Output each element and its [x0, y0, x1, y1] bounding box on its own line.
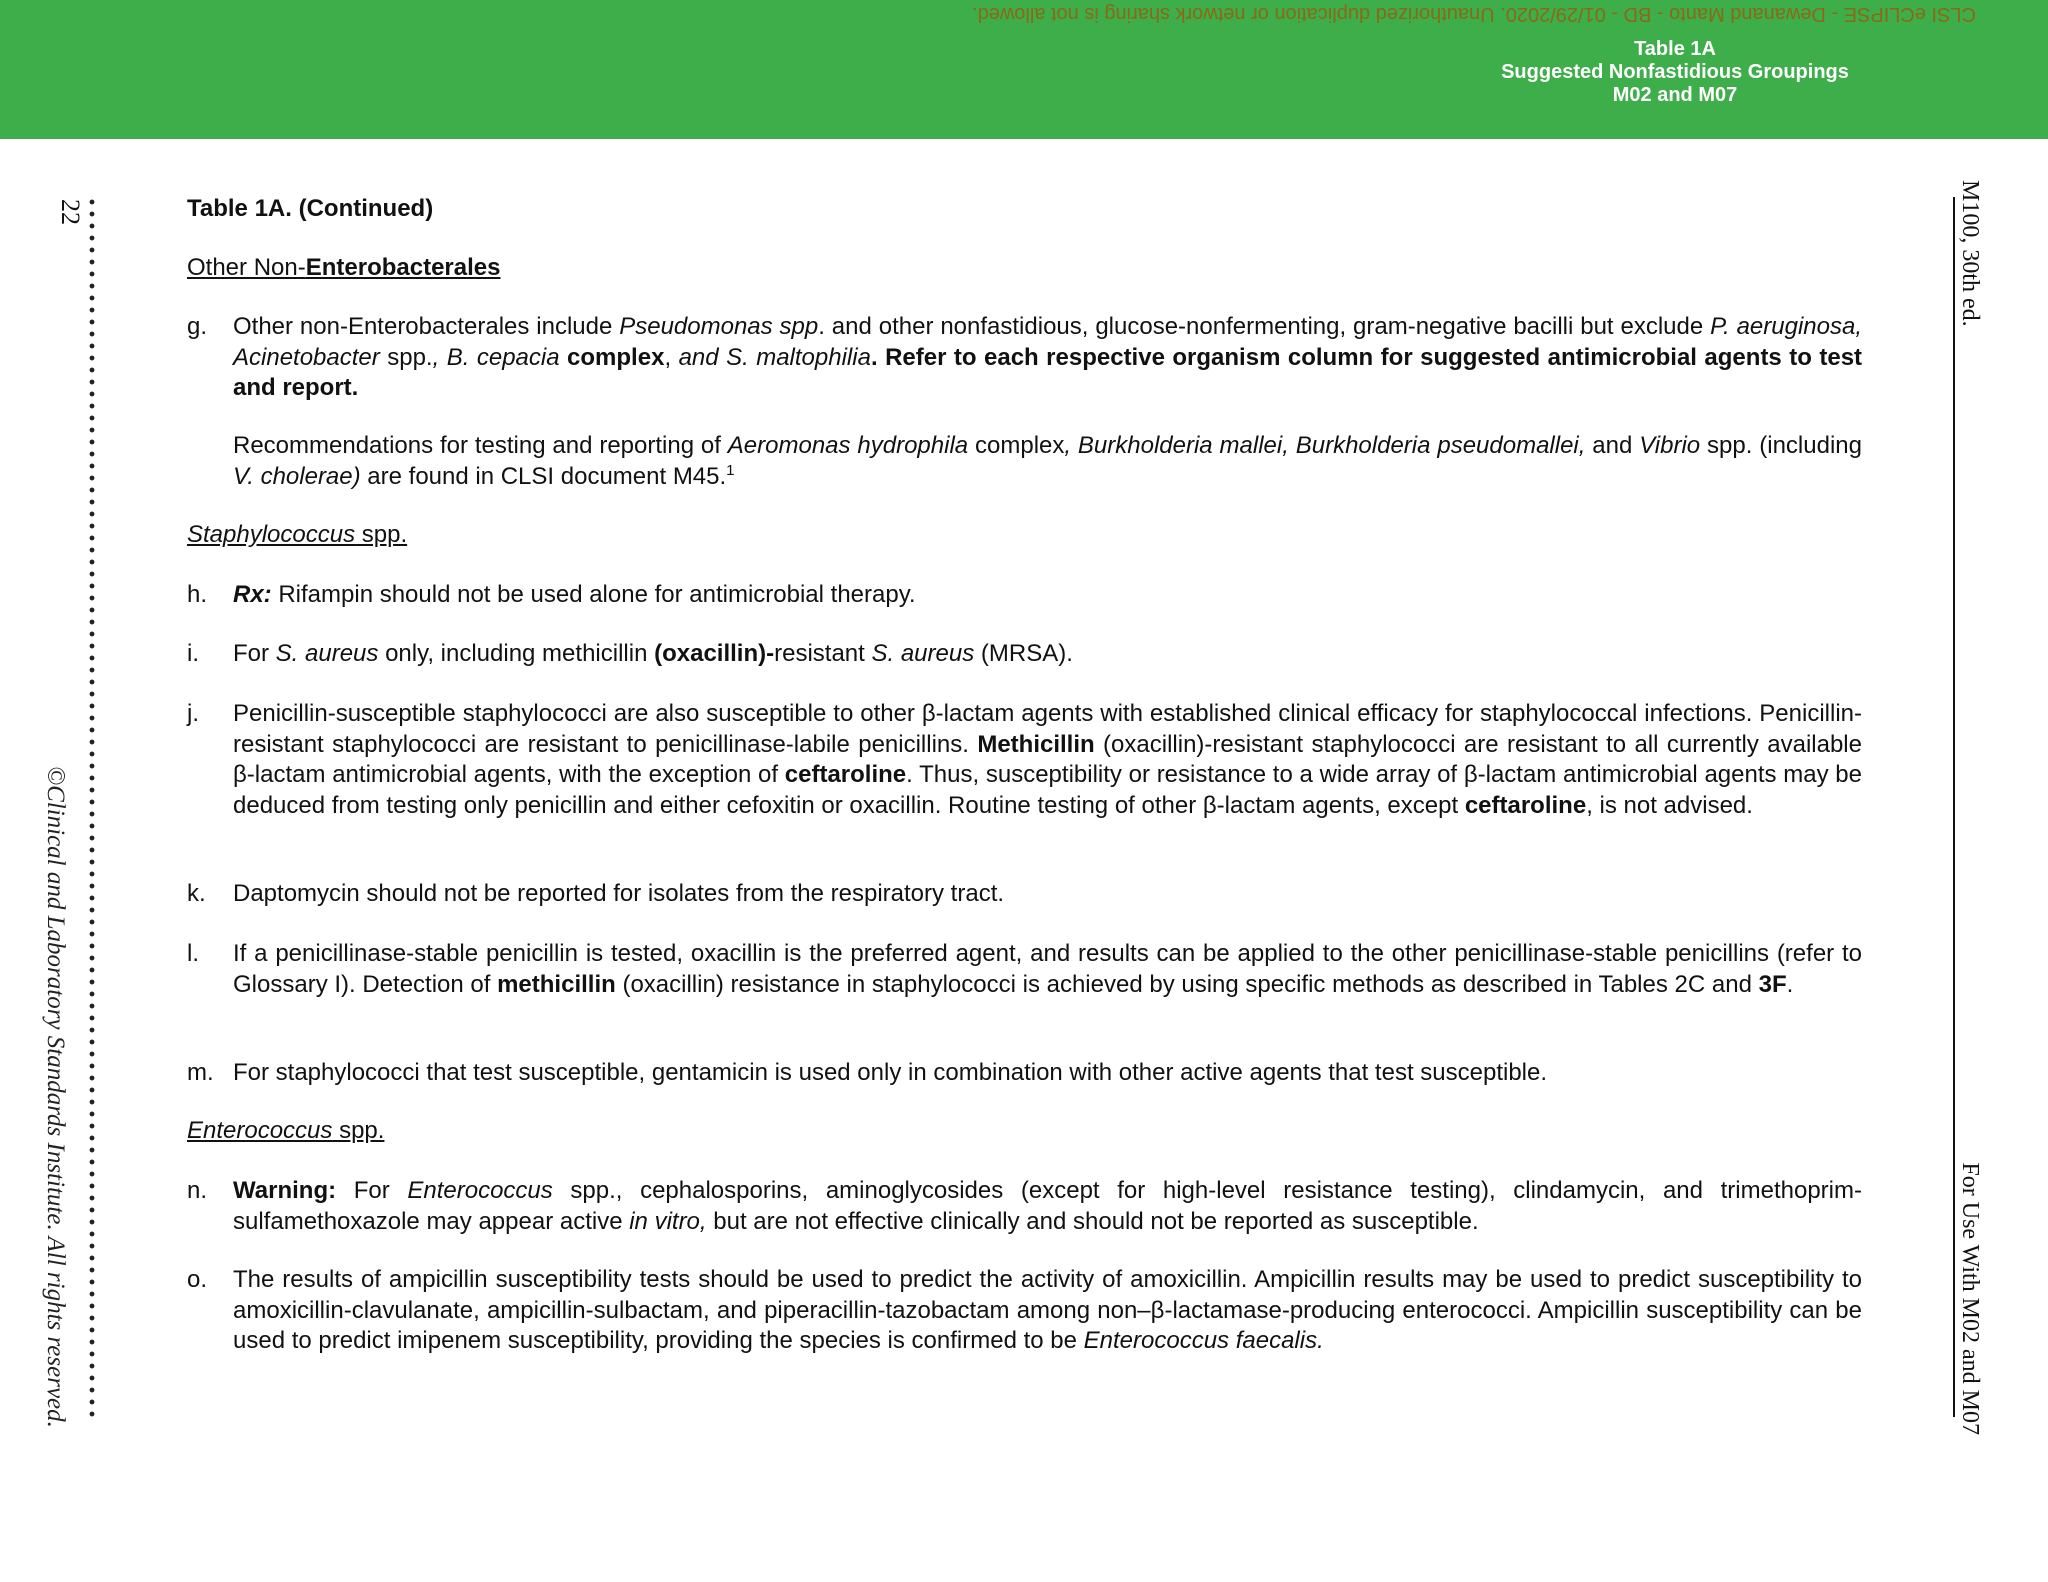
footnote-letter: l.	[187, 940, 199, 967]
footnote-text: Warning: For Enterococcus spp., cephalosporins, aminoglycosides (except for high-level resistance testing), clindamycin, and trimethoprim-sulfamethoxazole may appear active in vitro, but are not effective clinically and should not be reported as susceptible.	[233, 1177, 1862, 1235]
footnote-letter: g.	[187, 313, 208, 340]
footnote-h	[187, 580, 1862, 611]
page-number: 22	[56, 199, 85, 225]
footnote-text: Other non-Enterobacterales include Pseudomonas spp. and other nonfastidious, glucose-nonfermenting, gram-negative bacilli but exclude P. aeruginosa, Acinetobacter spp., B. cepacia complex, and S. maltophilia. Refer to each respective organism column for suggested antimicrobial agents to test and report.	[233, 313, 1863, 401]
footnote-letter: i.	[187, 640, 199, 667]
header-band	[0, 0, 2048, 139]
footnote-g	[187, 312, 1862, 404]
footnote-g-continued	[187, 431, 1862, 492]
footnote-text: Rx: Rifampin should not be used alone for antimicrobial therapy.	[233, 581, 916, 608]
table-title: Suggested Nonfastidious Groupings	[1501, 61, 1849, 83]
footnote-letter: o.	[187, 1266, 208, 1293]
header-titles	[1440, 38, 1910, 107]
edition-text: M100, 30th ed.	[1957, 180, 1983, 327]
footnote-l	[187, 939, 1862, 1000]
footnote-letter: m.	[187, 1059, 214, 1086]
footnote-text: Penicillin-susceptible staphylococci are also susceptible to other β-lactam agents with established clinical efficacy for staphylococcal infections. Penicillin-resistant staphylococci are resistant to penicillinase-labile penicillins. Methicillin (oxacillin)-resistant staphylococci are resistant to all currently available β-lactam antimicrobial agents, with the exception of ceftaroline. Thus, susceptibility or resistance to a wide array of β-lactam antimicrobial agents may be deduced from testing only penicillin and either cefoxitin or oxacillin. Routine testing of other β-lactam agents, except ceftaroline, is not advised.	[233, 700, 1862, 819]
use-with-text: For Use With M02 and M07	[1957, 1162, 1983, 1435]
footnote-text: For S. aureus only, including methicillin (oxacillin)-resistant S. aureus (MRSA).	[233, 640, 1073, 667]
footnote-k	[187, 879, 1862, 910]
dotted-margin-rule	[89, 196, 95, 1418]
footnote-text: Daptomycin should not be reported for isolates from the respiratory tract.	[233, 880, 1005, 907]
footnote-i	[187, 639, 1862, 670]
page-title: Table 1A. (Continued)	[187, 195, 434, 222]
footnote-letter: n.	[187, 1177, 208, 1204]
table-label: Table 1A	[1634, 38, 1716, 60]
footnote-n	[187, 1176, 1862, 1237]
footnote-text: For staphylococci that test susceptible, gentamicin is used only in combination with other active agents that test susceptible.	[233, 1059, 1548, 1086]
footnote-letter: h.	[187, 581, 208, 608]
license-watermark: CLSI eCLIPSE - Dewanand Manto - BD - 01/29/2020. Unauthorized duplication or network sharing is not allowed.	[972, 3, 1976, 25]
footnote-letter: j.	[187, 700, 199, 727]
footnote-m	[187, 1058, 1862, 1089]
footnote-text: If a penicillinase-stable penicillin is tested, oxacillin is the preferred agent, and results can be applied to the other penicillinase-stable penicillins (refer to Glossary I). Detection of methicillin (oxacillin) resistance in staphylococci is achieved by using specific methods as described in Tables 2C and 3F.	[233, 940, 1862, 998]
section-heading-enterococcus: Enterococcus spp.	[187, 1117, 385, 1144]
standards-label: M02 and M07	[1612, 84, 1738, 106]
footnote-letter: k.	[187, 880, 206, 907]
footnote-j	[187, 699, 1862, 821]
section-heading-other-non-enterobacterales: Other Non-Enterobacterales	[187, 254, 501, 281]
footnote-o	[187, 1265, 1862, 1357]
section-heading-staphylococcus: Staphylococcus spp.	[187, 521, 408, 548]
copyright-text: ©Clinical and Laboratory Standards Institute. All rights reserved.	[42, 766, 69, 1428]
footnote-text: The results of ampicillin susceptibility tests should be used to predict the activity of amoxicillin. Ampicillin results may be used to predict susceptibility to amoxicillin-clavulanate, ampicillin-sulbactam, and piperacillin-tazobactam among non–β-lactamase-producing enterococci. Ampicillin susceptibility can be used to predict imipenem susceptibility, providing the species is confirmed to be Enterococcus faecalis.	[233, 1266, 1862, 1354]
footnote-text: Recommendations for testing and reporting of Aeromonas hydrophila complex, Burkholderia mallei, Burkholderia pseudomallei, and Vibrio spp. (including V. cholerae) are found in CLSI document M45.$^1$	[233, 432, 1862, 490]
